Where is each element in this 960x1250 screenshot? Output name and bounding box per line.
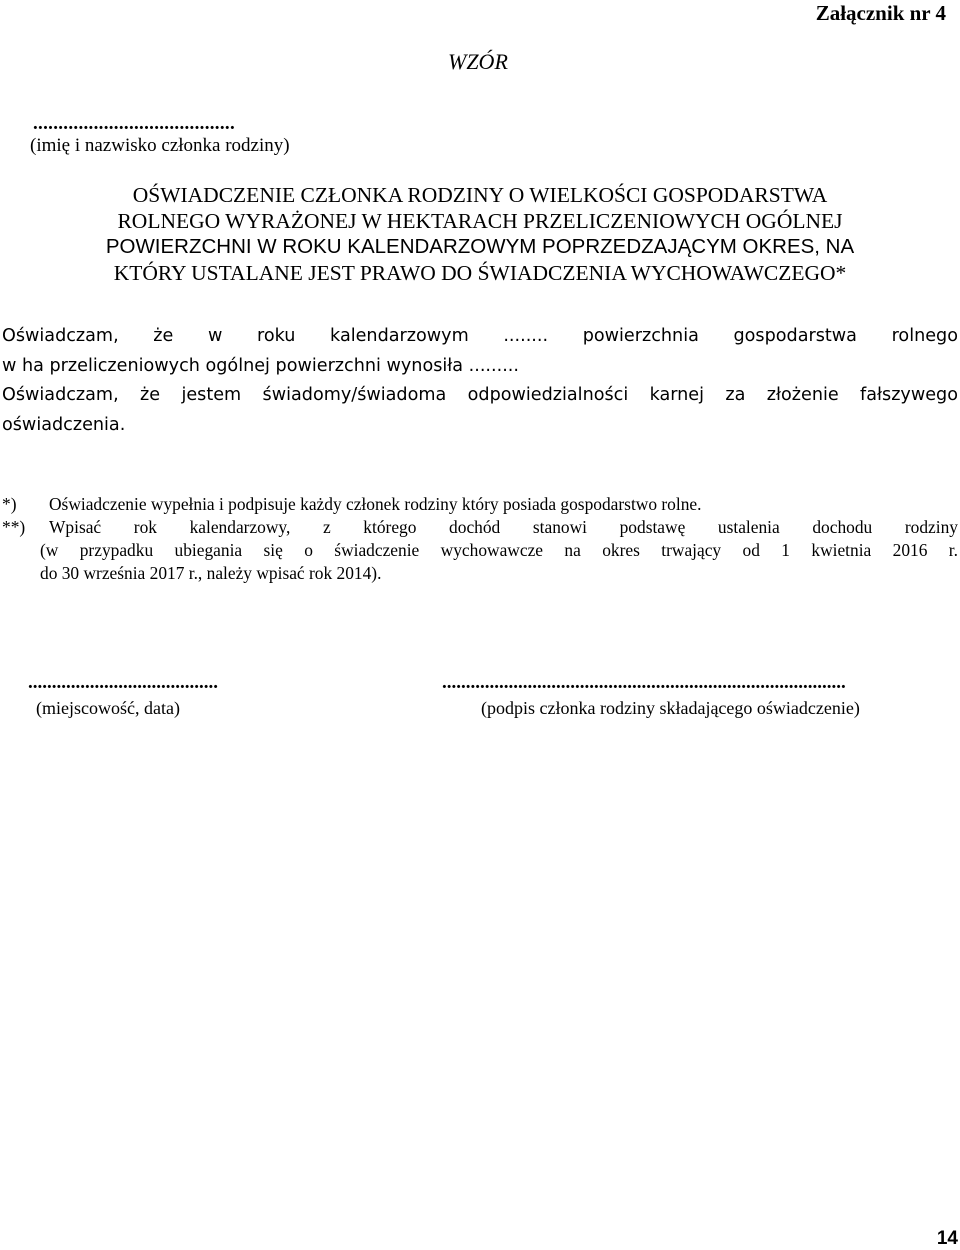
footnote-1 <box>2 493 958 516</box>
statement-body <box>2 322 958 440</box>
signature-dots: ..................................................................................... <box>442 672 846 693</box>
footnote-line: Wpisać rok kalendarzowy, z którego dochód stanowi podstawę ustalenia dochodu rodziny <box>49 517 958 537</box>
footnote-line: (w przypadku ubiegania się o świadczenie wychowawcze na okres trwający od 1 kwietnia 2016 r. <box>40 540 958 560</box>
footnote-mark: **) <box>2 517 26 537</box>
title-line: OŚWIADCZENIE CZŁONKA RODZINY O WIELKOŚCI GOSPODARSTWA <box>132 183 828 207</box>
name-field-caption: (imię i nazwisko członka rodziny) <box>30 135 290 156</box>
place-date-dots: ........................................ <box>28 672 218 693</box>
template-label: WZÓR <box>448 49 508 74</box>
statement-line: oświadczenia. <box>2 414 126 435</box>
title-line: KTÓRY USTALANE JEST PRAWO DO ŚWIADCZENIA WYCHOWAWCZEGO* <box>113 261 847 285</box>
statement-line: Oświadczam, że jestem świadomy/świadoma odpowiedzialności karnej za złożenie fałszywego <box>2 385 958 405</box>
footnote-2 <box>2 516 958 585</box>
name-field-dots: ........................................ <box>33 113 235 134</box>
title-line: ROLNEGO WYRAŻONEJ W HEKTARACH PRZELICZENIOWYCH OGÓLNEJ <box>117 209 843 233</box>
document-title <box>0 182 960 286</box>
attachment-label: Załącznik nr 4 <box>815 1 946 25</box>
footnote-line: Oświadczenie wypełnia i podpisuje każdy członek rodziny który posiada gospodarstwo rolne. <box>49 494 702 514</box>
place-date-caption: (miejscowość, data) <box>36 698 180 718</box>
title-line: POWIERZCHNI W ROKU KALENDARZOWYM POPRZEDZAJĄCYM OKRES, NA <box>105 235 855 258</box>
footnote-mark: *) <box>2 494 17 514</box>
footnote-line: do 30 września 2017 r., należy wpisać rok 2014). <box>40 563 382 583</box>
page-number: 14 <box>936 1228 958 1249</box>
statement-line: w ha przeliczeniowych ogólnej powierzchni wynosiła ......... <box>2 355 519 376</box>
statement-line: Oświadczam, że w roku kalendarzowym ........ powierzchnia gospodarstwa rolnego <box>2 326 958 346</box>
signature-caption: (podpis członka rodziny składającego oświadczenie) <box>481 698 860 718</box>
